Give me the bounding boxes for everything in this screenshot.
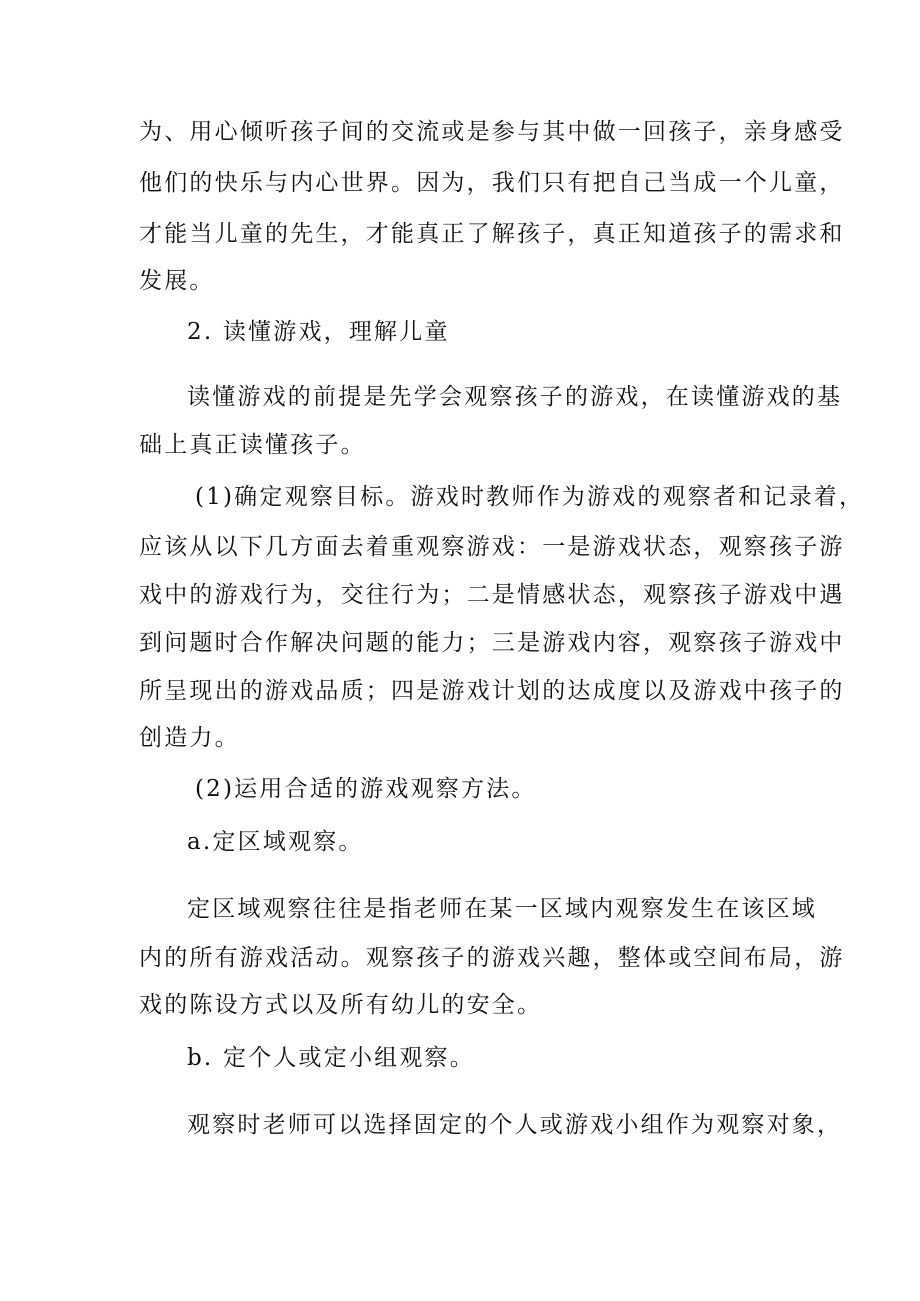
section-heading: 2. 读懂游戏，理解儿童 [187, 319, 450, 345]
paragraph-line: 读懂游戏的前提是先学会观察孩子的游戏，在读懂游戏的基 [187, 384, 843, 410]
list-item: (2)运用合适的游戏观察方法。 [195, 776, 537, 802]
paragraph-line: 发展。 [139, 268, 215, 294]
paragraph-line: 戏的陈设方式以及所有幼儿的安全。 [139, 992, 543, 1018]
paragraph-line: 定区域观察往往是指老师在某一区域内观察发生在该区域 [187, 896, 817, 922]
paragraph-line: 所呈现出的游戏品质；四是游戏计划的达成度以及游戏中孩子的 [139, 678, 845, 704]
paragraph-line: 才能当儿童的先生，才能真正了解孩子，真正知道孩子的需求和 [139, 221, 845, 247]
paragraph-line: 到问题时合作解决问题的能力；三是游戏内容，观察孩子游戏中 [139, 630, 845, 656]
paragraph-line: 他们的快乐与内心世界。因为，我们只有把自己当成一个儿童， [139, 170, 845, 196]
paragraph-line: 创造力。 [139, 725, 240, 751]
paragraph-line: (1)确定观察目标。游戏时教师作为游戏的观察者和记录着， [195, 484, 865, 510]
paragraph-line: 为、用心倾听孩子间的交流或是参与其中做一回孩子，亲身感受 [139, 119, 845, 145]
paragraph-line: 应该从以下几方面去着重观察游戏：一是游戏状态，观察孩子游 [139, 534, 845, 560]
list-item: a.定区域观察。 [187, 829, 364, 855]
paragraph-line: 观察时老师可以选择固定的个人或游戏小组作为观察对象， [187, 1112, 843, 1138]
paragraph-line: 戏中的游戏行为，交往行为；二是情感状态，观察孩子游戏中遇 [139, 582, 845, 608]
paragraph-line: 础上真正读懂孩子。 [139, 432, 366, 458]
paragraph-line: 内的所有游戏活动。观察孩子的游戏兴趣，整体或空间布局，游 [139, 945, 845, 971]
list-item: b. 定个人或定小组观察。 [187, 1045, 475, 1071]
